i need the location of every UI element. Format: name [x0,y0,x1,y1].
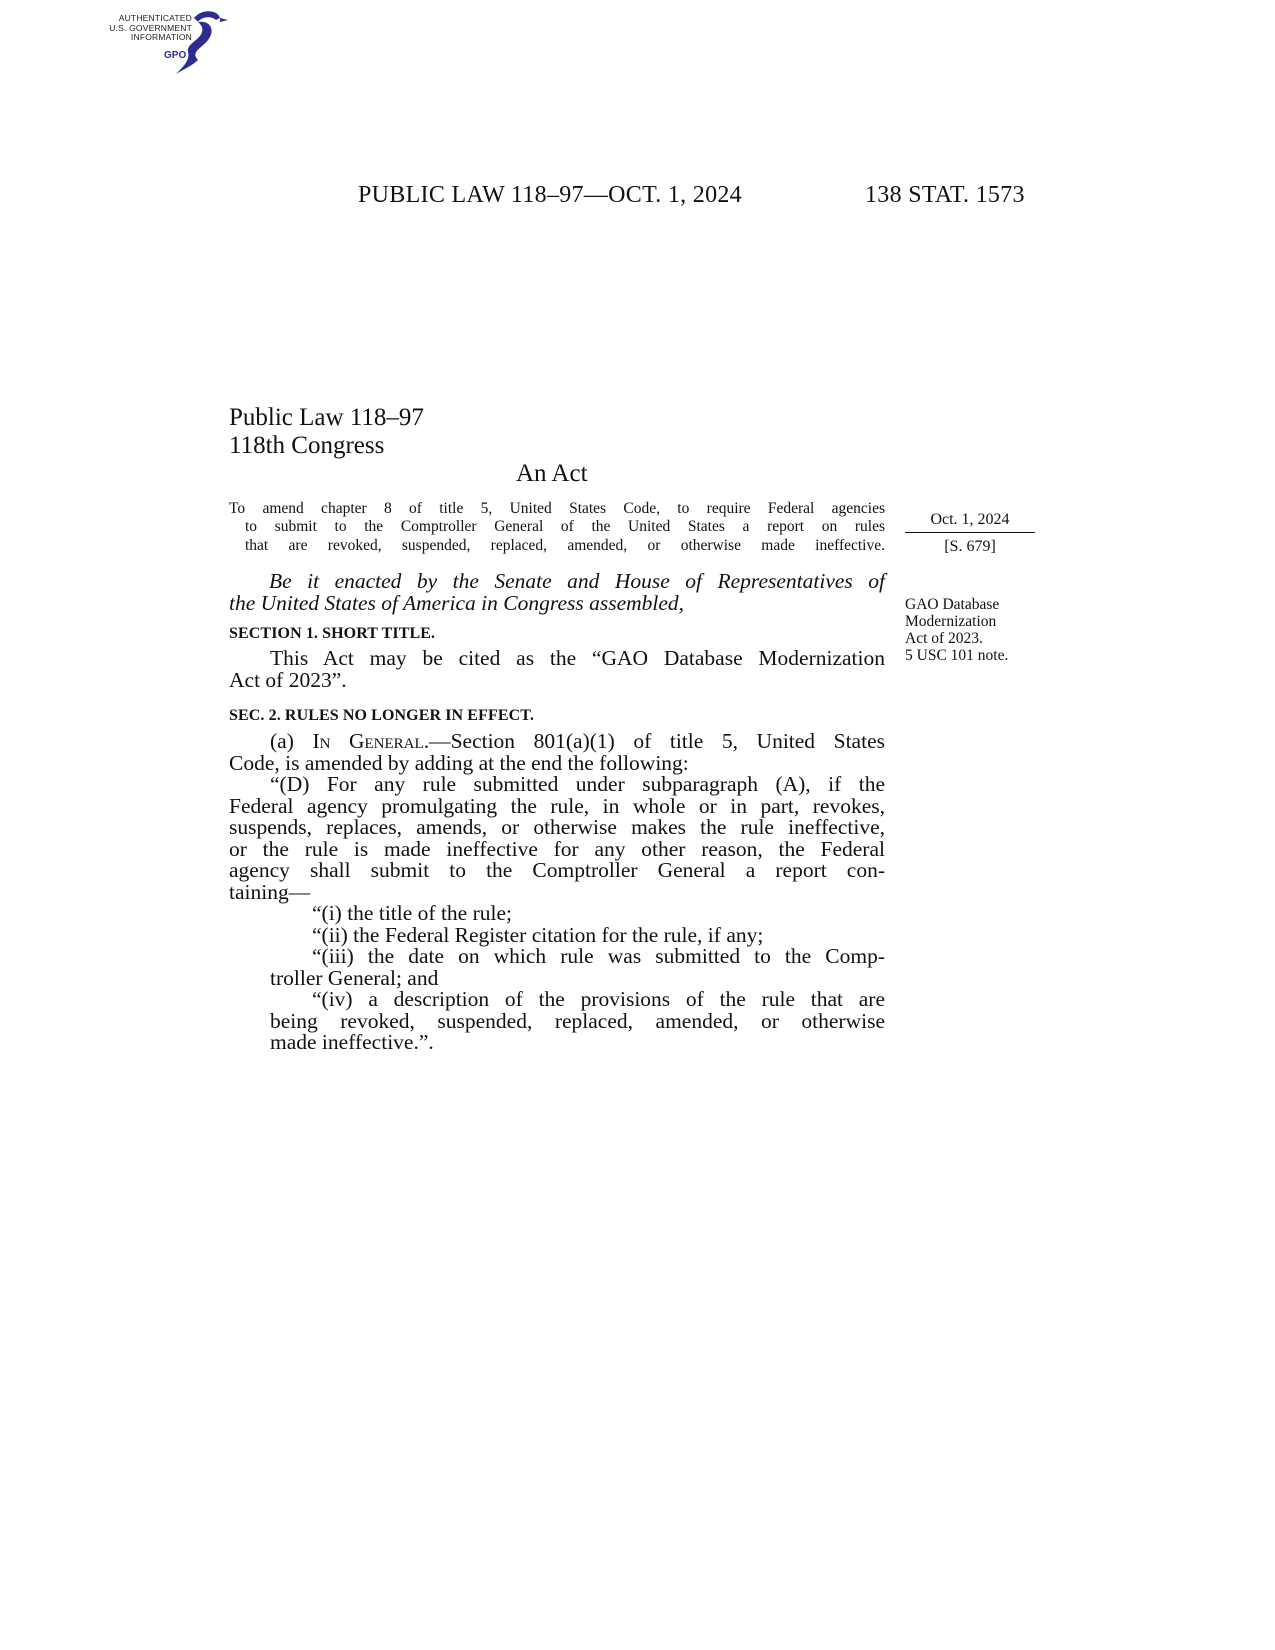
congress: 118th Congress [229,432,385,459]
body-line: Act of 2023”. [229,667,347,692]
body-line: “(i) the title of the rule; [312,901,512,925]
logo-line-2: U.S. GOVERNMENT [109,22,192,33]
logo-line-1: AUTHENTICATED [118,13,192,23]
margin-note [905,596,1045,664]
act-heading: An Act [516,460,588,487]
subsection-a-line [229,731,885,753]
margin-note-line: GAO Database [905,596,1000,613]
eagle-icon [172,8,230,74]
body-line: Code, is amended by adding at the end the following: [229,750,689,775]
margin-note-line: Modernization [905,613,997,630]
body-line: “(iv) a description of the provisions of the rule that are [312,987,885,1011]
logo-line-3: INFORMATION [130,32,192,43]
body-line: “(D) For any rule submitted under subparagraph (A), if the [270,772,885,796]
margin-bill-number: [S. 679] [944,538,996,555]
running-head-page: 138 STAT. 1573 [865,182,1025,208]
body-line: “(iii) the date on which rule was submitted to the Comp- [312,944,885,968]
section-2-heading: SEC. 2. RULES NO LONGER IN EFFECT. [229,707,534,724]
law-number: Public Law 118–97 [229,404,424,431]
body-line: made ineffective.”. [270,1030,434,1054]
body-line: “(ii) the Federal Register citation for the rule, if any; [312,922,764,947]
purpose-clause [229,500,885,555]
gpo-authentication-logo [92,8,232,74]
purpose-line: that are revoked, suspended, replaced, amended, or otherwise made ineffective. [245,536,885,554]
enacting-clause [229,571,885,614]
body-line: or the rule is made ineffective for any other reason, the Federal [229,836,885,861]
body-line: being revoked, suspended, replaced, amended, or otherwise [270,1008,885,1033]
margin-note-line: Act of 2023. [905,630,983,647]
enacting-line: the United States of America in Congress assembled, [229,590,685,615]
body-line: suspends, replaces, amends, or otherwise makes the rule ineffective, [229,815,885,839]
subsection-a-prefix: (a) [270,729,313,753]
body-line: troller General; and [270,965,439,990]
body-line: agency shall submit to the Comptroller General a report con- [229,858,885,882]
margin-date: Oct. 1, 2024 [930,511,1010,528]
subsection-a-caption: In General [312,729,424,753]
subsection-a-text: .—Section 801(a)(1) of title 5, United States [423,729,885,753]
purpose-line: to submit to the Comptroller General of the United States a report on rules [245,518,885,536]
section-1-body [229,648,885,691]
section-2-body [229,731,885,1054]
logo-gpo-mark: GPO [164,50,187,61]
margin-note-line: 5 USC 101 note. [905,647,1009,664]
running-head-citation: PUBLIC LAW 118–97—OCT. 1, 2024 [358,182,742,208]
body-line: This Act may be cited as the “GAO Database Modernization [270,646,885,670]
body-line: taining— [229,879,311,904]
body-line: Federal agency promulgating the rule, in whole or in part, revokes, [229,793,885,818]
purpose-line: To amend chapter 8 of title 5, United States Code, to require Federal agencies [229,500,885,517]
enacting-line: Be it enacted by the Senate and House of Representatives of [269,569,885,593]
section-1-heading: SECTION 1. SHORT TITLE. [229,625,436,642]
margin-divider [905,532,1035,533]
